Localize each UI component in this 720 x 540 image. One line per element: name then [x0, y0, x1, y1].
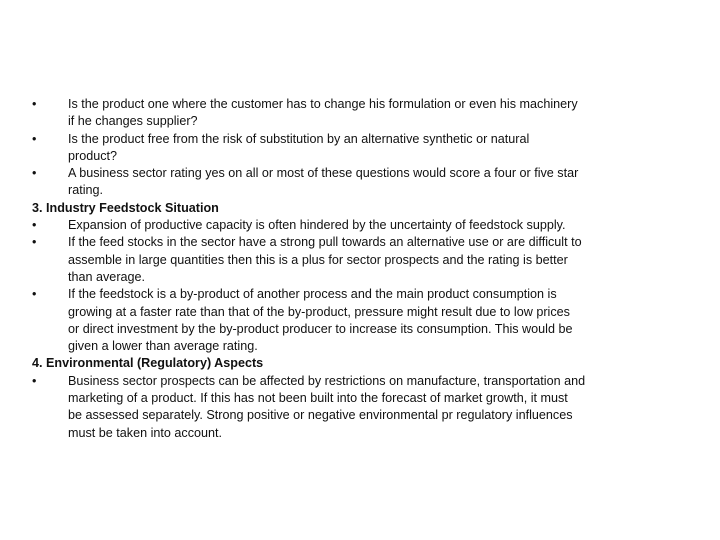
bullet-continuation-line	[32, 252, 682, 269]
section-heading-text	[32, 200, 682, 217]
bullet-dot-icon: •	[32, 287, 37, 302]
bullet-dot-icon: •	[32, 235, 37, 250]
line-text: rating.	[68, 183, 104, 198]
line-text: if he changes supplier?	[68, 114, 198, 129]
bullet-first-line	[32, 96, 682, 113]
bullet-continuation-line	[32, 390, 682, 407]
section-heading	[32, 355, 682, 372]
line-text: 3. Industry Feedstock Situation	[32, 200, 219, 215]
line-text: A business sector rating yes on all or most of these questions would score a four or five star	[68, 166, 579, 181]
bullet-item	[32, 217, 682, 234]
bullet-first-line	[32, 165, 682, 182]
line-text: given a lower than average rating.	[68, 339, 258, 354]
line-text: marketing of a product. If this has not been built into the forecast of market growth, it must	[68, 391, 568, 406]
bullet-item	[32, 286, 682, 355]
line-text: assemble in large quantities then this is a plus for sector prospects and the rating is better	[68, 252, 568, 267]
section-heading-text	[32, 355, 682, 372]
bullet-first-line	[32, 217, 682, 234]
line-text: Is the product one where the customer has to change his formulation or even his machinery	[68, 97, 578, 111]
bullet-continuation-line	[32, 304, 682, 321]
bullet-item	[32, 373, 682, 442]
bullet-first-line	[32, 373, 682, 390]
line-text: than average.	[68, 269, 146, 284]
line-text: Is the product free from the risk of substitution by an alternative synthetic or natural	[68, 131, 530, 146]
bullet-continuation-line	[32, 182, 682, 199]
bullet-item	[32, 234, 682, 286]
bullet-first-line	[32, 234, 682, 251]
bullet-dot-icon: •	[32, 166, 37, 181]
line-text: product?	[68, 148, 118, 163]
bullet-continuation-line	[32, 338, 682, 355]
bullet-continuation-line	[32, 425, 682, 442]
line-text: growing at a faster rate than that of the by-product, pressure might result due to low prices	[68, 304, 570, 319]
line-text: be assessed separately. Strong positive or negative environmental pr regulatory influences	[68, 408, 573, 423]
section-heading	[32, 200, 682, 217]
slide-body-text	[32, 96, 682, 442]
bullet-first-line	[32, 131, 682, 148]
line-text: Expansion of productive capacity is often hindered by the uncertainty of feedstock supply.	[68, 218, 566, 233]
bullet-continuation-line	[32, 269, 682, 286]
bullet-item	[32, 165, 682, 200]
bullet-continuation-line	[32, 113, 682, 130]
bullet-continuation-line	[32, 148, 682, 165]
bullet-dot-icon: •	[32, 373, 37, 388]
line-text: If the feedstock is a by-product of another process and the main product consumption is	[68, 287, 557, 302]
bullet-item	[32, 131, 682, 166]
bullet-dot-icon: •	[32, 218, 37, 233]
line-text: If the feed stocks in the sector have a strong pull towards an alternative use or are difficult to	[68, 235, 582, 250]
line-text: 4. Environmental (Regulatory) Aspects	[32, 356, 264, 371]
line-text: or direct investment by the by-product producer to increase its consumption. This would be	[68, 321, 573, 336]
bullet-first-line	[32, 286, 682, 303]
bullet-dot-icon: •	[32, 97, 37, 111]
bullet-dot-icon: •	[32, 131, 37, 146]
line-text: must be taken into account.	[68, 425, 223, 440]
bullet-item	[32, 96, 682, 131]
bullet-continuation-line	[32, 407, 682, 424]
line-text: Business sector prospects can be affected by restrictions on manufacture, transportation and	[68, 373, 586, 388]
bullet-continuation-line	[32, 321, 682, 338]
